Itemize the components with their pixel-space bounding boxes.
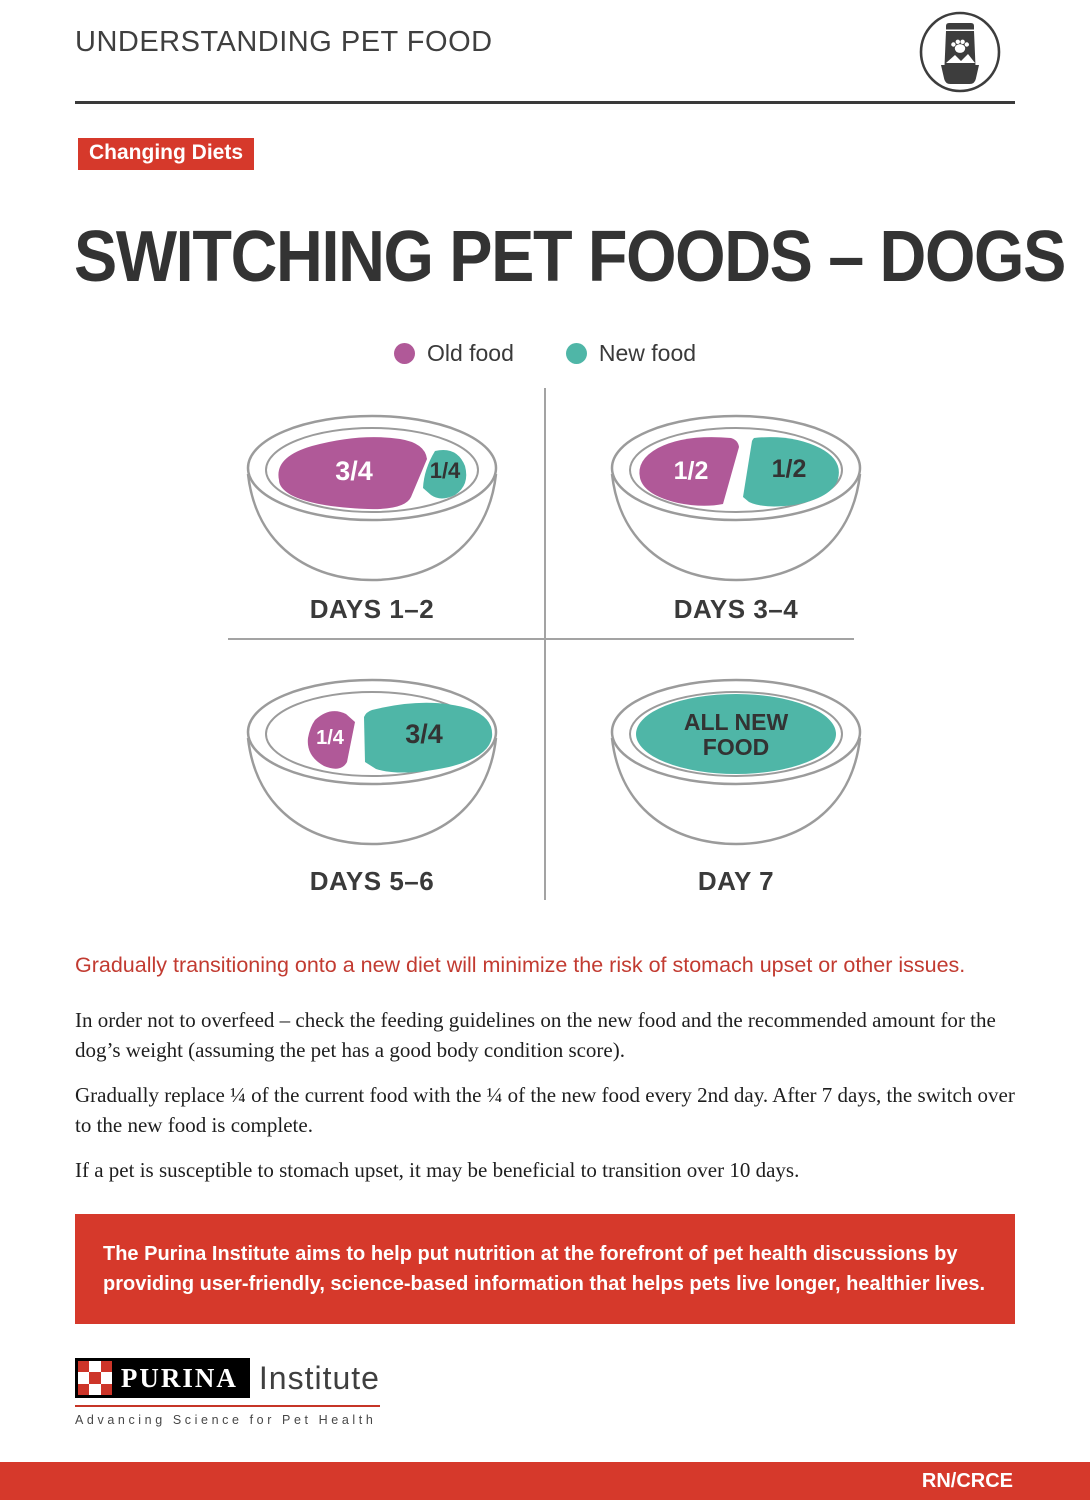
grid-vertical-divider xyxy=(544,388,546,900)
institute-text: Institute xyxy=(258,1359,380,1396)
bowl-day-7 xyxy=(586,660,886,870)
purina-wordmark xyxy=(75,1358,250,1398)
bowl-days-5-6 xyxy=(222,660,522,870)
legend-item-new-food xyxy=(566,340,696,367)
logo-tagline: Advancing Science for Pet Health xyxy=(75,1413,377,1427)
purina-brand-text: PURINA xyxy=(120,1362,238,1393)
logo-rule xyxy=(75,1405,380,1407)
legend xyxy=(0,340,1090,367)
legend-new-label: New food xyxy=(598,340,697,366)
new-fraction-label: 1/2 xyxy=(771,455,807,483)
body-copy xyxy=(75,1005,1027,1200)
legend-item-old-food xyxy=(394,340,514,367)
page-title: SWITCHING PET FOODS – DOGS xyxy=(74,217,1065,297)
bowl-label-day-7: DAY 7 xyxy=(697,866,775,896)
all-new-food-label-line2: FOOD xyxy=(702,734,770,760)
bowl-label-days-1-2: DAYS 1–2 xyxy=(309,594,435,624)
section-badge: Changing Diets xyxy=(78,138,254,170)
purina-checkerboard-icon xyxy=(78,1361,112,1395)
mission-banner-line2: providing user-friendly, science-based information that helps pets live longer, healthier lives. xyxy=(103,1273,986,1295)
old-fraction-label: 1/2 xyxy=(673,457,709,485)
bowl-days-1-2 xyxy=(222,396,522,606)
new-fraction-label: 3/4 xyxy=(405,719,443,749)
all-new-food-label-line1: ALL NEW xyxy=(683,709,789,735)
old-food-dot-icon xyxy=(394,343,415,364)
paragraph-replace: Gradually replace ¼ of the current food with the ¼ of the new food every 2nd day. After 7 days, the switch over to the new food is complete. xyxy=(75,1083,1015,1138)
old-fraction-label: 1/4 xyxy=(316,727,344,749)
legend-old-label: Old food xyxy=(426,340,514,366)
footer-code: RN/CRCE xyxy=(921,1470,1013,1492)
paragraph-sensitive: If a pet is susceptible to stomach upset, it may be beneficial to transition over 10 days. xyxy=(75,1158,800,1183)
grid-horizontal-divider xyxy=(228,638,854,640)
new-fraction-label: 1/4 xyxy=(429,458,461,483)
new-food-dot-icon xyxy=(566,343,587,364)
paragraph-overfeed: In order not to overfeed – check the feeding guidelines on the new food and the recommended amount for the dog’s weight (assuming the pet has a good body condition score). xyxy=(75,1008,996,1063)
footer-bar xyxy=(0,1462,1090,1500)
bowl-days-3-4 xyxy=(586,396,886,606)
bowl-label-days-5-6: DAYS 5–6 xyxy=(309,866,435,896)
page-header-title: UNDERSTANDING PET FOOD xyxy=(75,26,493,58)
purina-institute-logo xyxy=(75,1358,380,1427)
mission-banner-line1: The Purina Institute aims to help put nutrition at the forefront of pet health discussions by xyxy=(103,1243,958,1265)
mission-banner xyxy=(75,1214,1015,1324)
header-divider xyxy=(75,101,1015,104)
pet-food-bag-icon xyxy=(918,10,1002,94)
highlight-sentence: Gradually transitioning onto a new diet will minimize the risk of stomach upset or other issues. xyxy=(75,953,966,977)
bowl-label-days-3-4: DAYS 3–4 xyxy=(673,594,799,624)
old-fraction-label: 3/4 xyxy=(335,456,373,486)
